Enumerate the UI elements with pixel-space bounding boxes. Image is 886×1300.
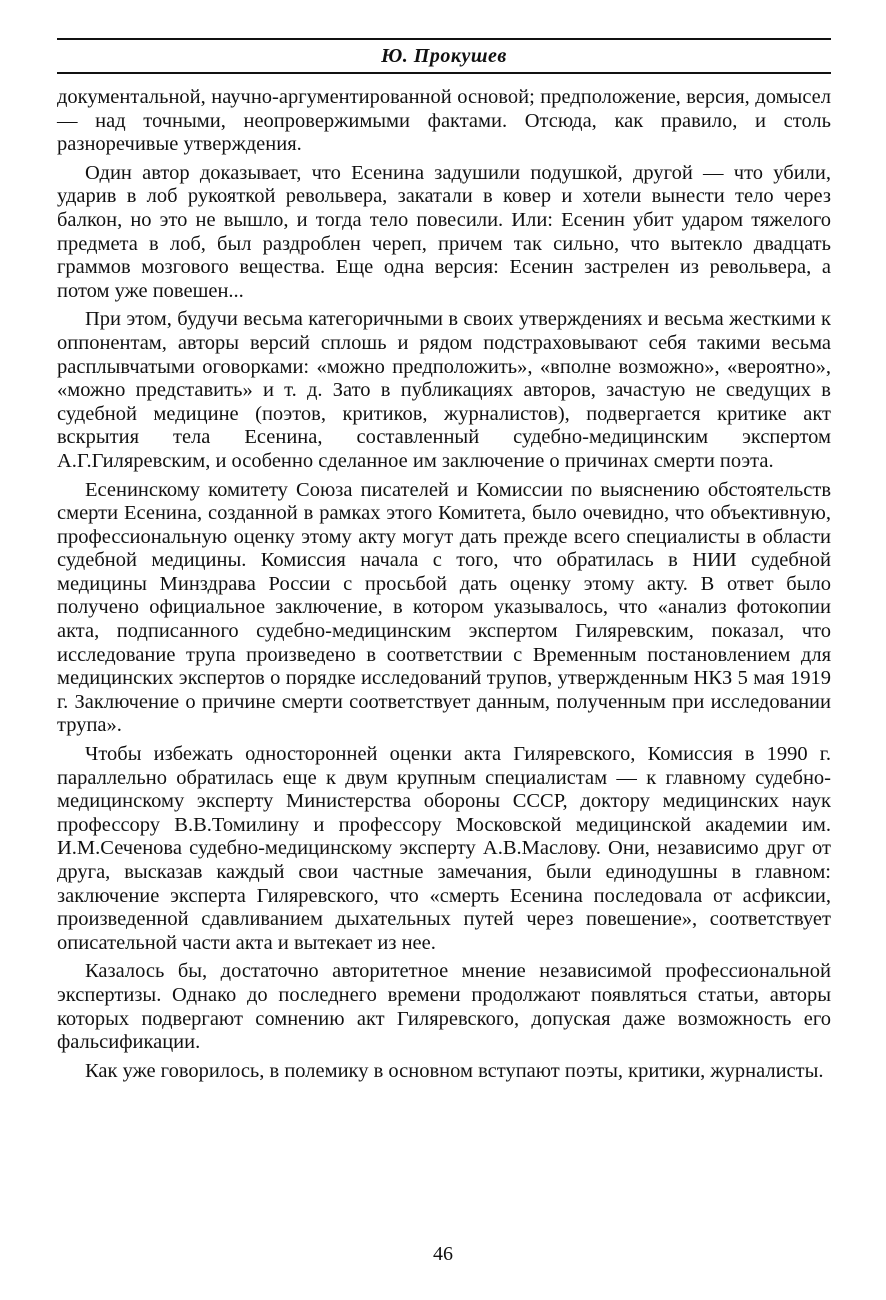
paragraph: Есенинскому комитету Союза писателей и Комиссии по выяснению обстоятельств смерти Есенина, созданной в рамках этого Комитета, было очевидно, что объективную, профессиональную оценку этому акту могут дать прежде всего специалисты в области судебной медицины. Комиссия начала с того, что обратилась в НИИ судебной медицины Минздрава России с просьбой дать оценку этому акту. В ответ было получено официальное заключение, в котором указывалось, что «анализ фотокопии акта, подписанного судебно-медицинским экспертом Гиляревским, показал, что исследование трупа произведено в соответствии с Временным постановлением для медицинских экспертов о порядке исследований трупов, утвержденным НКЗ 5 мая 1919 г. Заключение о причине смерти соответствует данным, полученным при исследовании трупа». [57, 478, 831, 737]
paragraph: Казалось бы, достаточно авторитетное мнение независимой профессиональной экспертизы. Однако до последнего времени продолжают появляться статьи, авторы которых подвергают сомнению акт Гиляревского, допуская даже возможность его фальсификации. [57, 960, 831, 1054]
page [57, 38, 831, 1088]
running-head: Ю. Прокушев [381, 45, 507, 67]
paragraph: Как уже говорилось, в полемику в основном вступают поэты, критики, журналисты. [85, 1059, 824, 1082]
paragraph: При этом, будучи весьма категоричными в своих утверждениях и весьма жесткими к оппонентам, авторы версий сплошь и рядом подстраховывают себя такими весьма расплывчатыми оговорками: «можно предположить», «вполне возможно», «вероятно», «можно представить» и т. д. Зато в публикациях авторов, зачастую не сведущих в судебной медицине (поэтов, критиков, журналистов), подвергается критике акт вскрытия тела Есенина, составленный судебно-медицинским экспертом А.Г.Гиляревским, и особенно сделанное им заключение о причинах смерти поэта. [57, 308, 831, 472]
body-text [57, 86, 831, 1083]
header-bottom-rule [57, 72, 831, 74]
page-number: 46 [433, 1243, 453, 1265]
paragraph: Чтобы избежать односторонней оценки акта Гиляревского, Комиссия в 1990 г. параллельно обратилась еще к двум крупным специалистам — к главному судебно-медицинскому эксперту Министерства обороны СССР, доктору медицинских наук профессору В.В.Томилину и профессору Московской медицинской академии им. И.М.Сеченова судебно-медицинскому эксперту А.В.Маслову. Они, независимо друг от друга, высказав каждый свои частные замечания, были единодушны в главном: заключение эксперта Гиляревского, что «смерть Есенина последовала от асфиксии, произведенной сдавливанием дыхательных путей через повешение», соответствует описательной части акта и вытекает из нее. [57, 743, 831, 954]
paragraph: Один автор доказывает, что Есенина задушили подушкой, другой — что убили, ударив в лоб рукояткой револьвера, закатали в ковер и хотели вынести тело через балкон, но это не вышло, и тогда тело повесили. Или: Есенин убит ударом тяжелого предмета в лоб, был раздроблен череп, причем так сильно, что вытекло двадцать граммов мозгового вещества. Еще одна версия: Есенин застрелен из револьвера, а потом уже повешен... [57, 161, 831, 302]
paragraph-continuation: документальной, научно-аргументированной основой; предположение, версия, домысел — над точными, неопровержимыми фактами. Отсюда, как правило, и столь разноречивые утверждения. [57, 86, 831, 156]
